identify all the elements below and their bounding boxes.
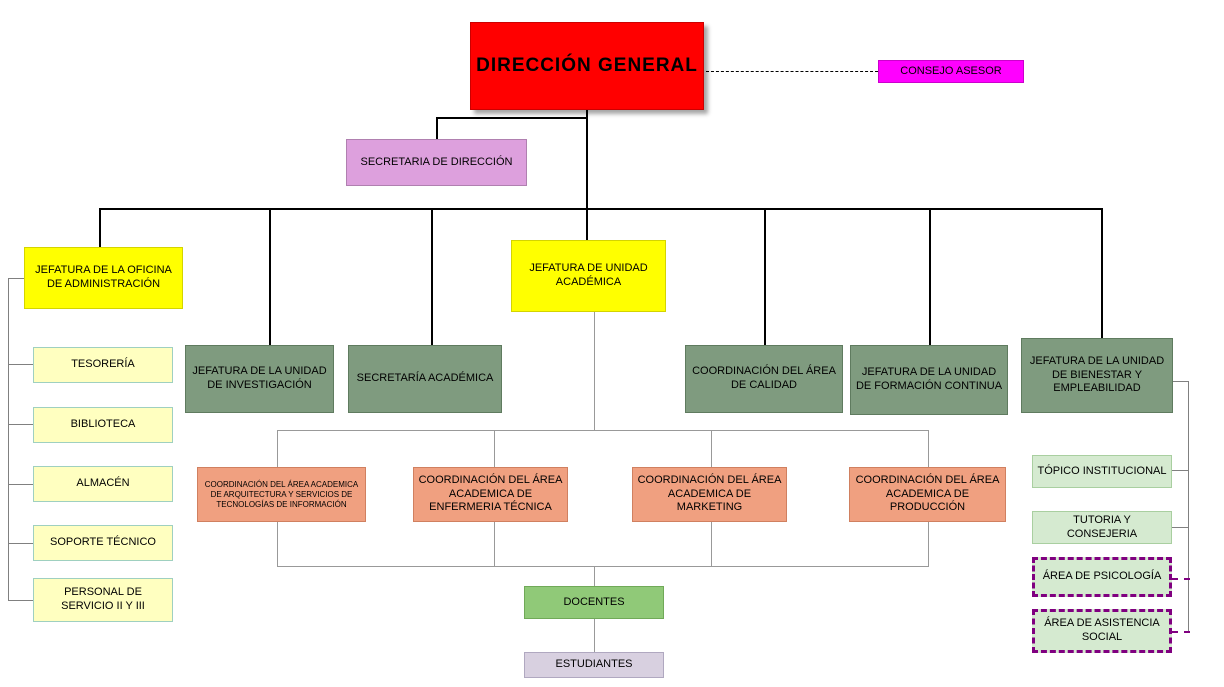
connector-admin-to-box bbox=[8, 278, 24, 279]
connector-drop-administracion bbox=[99, 208, 101, 247]
connector-acad-drop-1 bbox=[277, 430, 278, 467]
connector-acad-bottom-2 bbox=[494, 522, 495, 566]
node-tutoria-consejeria[interactable] bbox=[1032, 511, 1172, 544]
node-label: COORDINACIÓN DEL ÁREA DE CALIDAD bbox=[692, 365, 836, 391]
node-docentes[interactable] bbox=[524, 586, 664, 619]
connector-acad-drop-2 bbox=[494, 430, 495, 467]
node-label: DOCENTES bbox=[563, 595, 625, 608]
connector-bienestar-psicologia bbox=[1172, 578, 1190, 580]
connector-drop-secretaria-academica bbox=[431, 208, 433, 345]
node-jefatura-unidad-investigacion[interactable] bbox=[185, 345, 334, 413]
node-label: ALMACÉN bbox=[76, 477, 130, 490]
connector-bienestar-topico bbox=[1172, 470, 1188, 471]
node-coordinacion-arquitectura-ti[interactable] bbox=[197, 467, 366, 522]
node-label: ESTUDIANTES bbox=[555, 658, 633, 671]
node-label: CONSEJO ASESOR bbox=[900, 64, 1002, 77]
node-jefatura-bienestar-empleabilidad[interactable] bbox=[1021, 338, 1173, 413]
node-label: COORDINACIÓN DEL ÁREA ACADEMICA DE ARQUITECTURA Y SERVICIOS DE TECNOLOGÍAS DE INFORMACIÓN bbox=[204, 479, 359, 509]
connector-drop-unidad-academica bbox=[586, 208, 588, 240]
node-label: JEFATURA DE LA UNIDAD DE INVESTIGACIÓN bbox=[192, 365, 327, 391]
node-label: TESORERÍA bbox=[71, 358, 135, 371]
node-label: JEFATURA DE LA OFICINA DE ADMINISTRACIÓN bbox=[35, 264, 172, 290]
connector-acad-bottom-4 bbox=[928, 522, 929, 566]
connector-admin-tesoreria bbox=[8, 364, 34, 365]
node-jefatura-unidad-academica[interactable] bbox=[511, 240, 666, 312]
connector-main-bus bbox=[99, 208, 1103, 210]
node-label: DIRECCIÓN GENERAL bbox=[476, 55, 698, 77]
node-coordinacion-marketing[interactable] bbox=[632, 467, 787, 522]
connector-direccion-secretaria-h bbox=[436, 117, 588, 119]
connector-docentes-estudiantes bbox=[594, 619, 595, 652]
node-jefatura-oficina-administracion[interactable] bbox=[24, 247, 183, 309]
connector-unidad-academica-down bbox=[594, 312, 595, 430]
connector-consejo-dashed bbox=[706, 71, 878, 72]
connector-academic-bus-bottom bbox=[277, 566, 929, 567]
node-estudiantes[interactable] bbox=[524, 652, 664, 678]
connector-drop-calidad bbox=[764, 208, 766, 345]
node-coordinacion-produccion[interactable] bbox=[849, 467, 1006, 522]
connector-acad-drop-3 bbox=[711, 430, 712, 467]
node-secretaria-academica[interactable] bbox=[348, 345, 502, 413]
connector-admin-biblioteca bbox=[8, 424, 34, 425]
connector-academic-bus-top bbox=[277, 430, 929, 431]
connector-bienestar-spine bbox=[1188, 381, 1189, 631]
node-label: COORDINACIÓN DEL ÁREA ACADEMICA DE MARKETING bbox=[637, 473, 782, 514]
node-almacen[interactable] bbox=[33, 466, 173, 502]
node-label: JEFATURA DE LA UNIDAD DE FORMACIÓN CONTINUA bbox=[855, 366, 1003, 392]
connector-admin-spine bbox=[8, 278, 9, 601]
connector-bienestar-asistencia bbox=[1172, 631, 1190, 633]
node-label: JEFATURA DE LA UNIDAD DE BIENESTAR Y EMPLEABILIDAD bbox=[1029, 354, 1165, 395]
connector-admin-personal bbox=[8, 600, 34, 601]
connector-direccion-down bbox=[586, 109, 588, 209]
node-label: COORDINACIÓN DEL ÁREA ACADEMICA DE PRODUCCIÓN bbox=[855, 473, 1000, 514]
connector-acad-drop-4 bbox=[928, 430, 929, 467]
connector-drop-formacion bbox=[929, 208, 931, 345]
node-label: JEFATURA DE UNIDAD ACADÉMICA bbox=[529, 262, 648, 288]
node-soporte-tecnico[interactable] bbox=[33, 525, 173, 561]
node-direccion-general[interactable] bbox=[470, 22, 704, 110]
connector-admin-almacen bbox=[8, 484, 34, 485]
node-consejo-asesor[interactable] bbox=[878, 60, 1024, 83]
node-topico-institucional[interactable] bbox=[1032, 455, 1172, 488]
node-label: TUTORIA Y CONSEJERIA bbox=[1066, 513, 1138, 540]
node-label: PERSONAL DE SERVICIO II Y III bbox=[61, 586, 145, 612]
connector-drop-investigacion bbox=[269, 208, 271, 345]
node-personal-servicio[interactable] bbox=[33, 578, 173, 622]
connector-docentes-down bbox=[594, 566, 595, 586]
node-label: ÁREA DE ASISTENCIA SOCIAL bbox=[1044, 617, 1160, 643]
node-secretaria-direccion[interactable] bbox=[346, 139, 527, 186]
node-label: ÁREA DE PSICOLOGÍA bbox=[1042, 570, 1162, 583]
node-jefatura-formacion-continua[interactable] bbox=[850, 345, 1008, 415]
node-label: COORDINACIÓN DEL ÁREA ACADEMICA DE ENFERMERIA TÉCNICA bbox=[418, 473, 563, 514]
connector-acad-bottom-3 bbox=[711, 522, 712, 566]
node-biblioteca[interactable] bbox=[33, 407, 173, 443]
connector-secretaria-down bbox=[436, 117, 438, 139]
connector-acad-bottom-1 bbox=[277, 522, 278, 566]
node-label: SECRETARÍA ACADÉMICA bbox=[356, 372, 494, 385]
node-label: BIBLIOTECA bbox=[70, 418, 136, 431]
node-label: SOPORTE TÉCNICO bbox=[50, 536, 156, 549]
node-label: SECRETARIA DE DIRECCIÓN bbox=[360, 155, 513, 168]
connector-bienestar-to-box bbox=[1172, 381, 1188, 382]
node-area-psicologia[interactable] bbox=[1032, 557, 1172, 597]
node-label: TÓPICO INSTITUCIONAL bbox=[1037, 464, 1167, 477]
node-coordinacion-enfermeria[interactable] bbox=[413, 467, 568, 522]
node-area-asistencia-social[interactable] bbox=[1032, 609, 1172, 653]
node-tesoreria[interactable] bbox=[33, 347, 173, 383]
connector-admin-soporte bbox=[8, 543, 34, 544]
connector-drop-bienestar bbox=[1101, 208, 1103, 345]
node-coordinacion-area-calidad[interactable] bbox=[685, 345, 843, 413]
connector-bienestar-tutoria bbox=[1172, 527, 1188, 528]
